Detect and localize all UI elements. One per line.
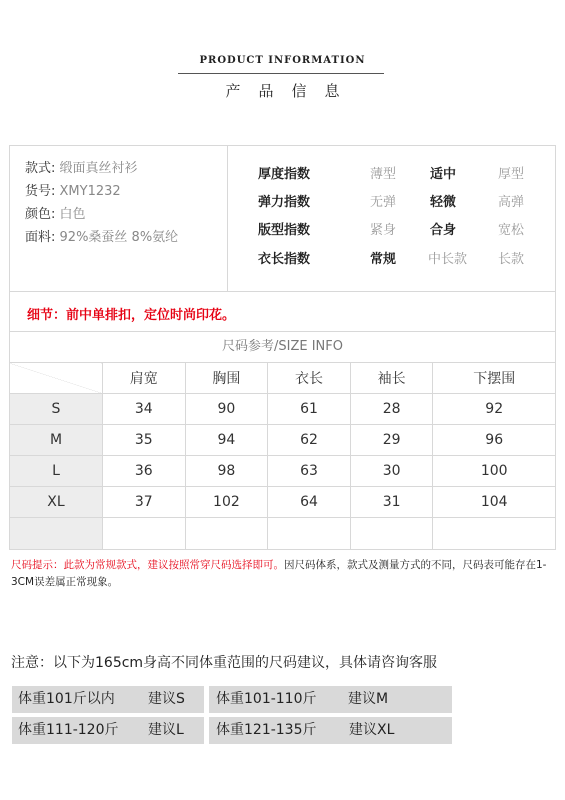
attr-value: XMY1232 bbox=[59, 184, 121, 199]
rec-advice: 建议S bbox=[148, 691, 185, 707]
rec-advice: 建议L bbox=[148, 722, 184, 738]
table-cell: 37 bbox=[103, 487, 186, 518]
index-label: 衣长指数 bbox=[258, 252, 311, 267]
product-attributes bbox=[25, 157, 178, 249]
attr-value: 白色 bbox=[59, 207, 86, 222]
rec-weight: 体重101-110斤 bbox=[216, 691, 317, 707]
index-option: 中长款 bbox=[428, 252, 468, 267]
table-cell: 61 bbox=[268, 394, 351, 425]
index-label: 弹力指数 bbox=[258, 195, 311, 210]
table-cell: 92 bbox=[433, 394, 556, 425]
table-cell: 35 bbox=[103, 425, 186, 456]
table-row bbox=[10, 456, 556, 487]
table-cell bbox=[103, 518, 186, 550]
index-option: 厚型 bbox=[498, 167, 525, 182]
table-cell: 34 bbox=[103, 394, 186, 425]
table-cell: 63 bbox=[268, 456, 351, 487]
table-cell bbox=[268, 518, 351, 550]
rec-advice: 建议M bbox=[348, 691, 389, 707]
info-divider bbox=[227, 146, 228, 291]
table-row bbox=[10, 394, 556, 425]
row-size-label: M bbox=[10, 425, 103, 456]
index-option-selected: 轻微 bbox=[430, 195, 457, 210]
table-cell: 94 bbox=[185, 425, 268, 456]
attr-key: 款式: bbox=[25, 161, 56, 176]
row-size-label: XL bbox=[10, 487, 103, 518]
row-size-label bbox=[10, 518, 103, 550]
col-header: 胸围 bbox=[185, 363, 268, 394]
detail-text: 细节：前中单排扣，定位时尚印花。 bbox=[27, 308, 236, 323]
index-label: 厚度指数 bbox=[258, 167, 311, 182]
index-option: 薄型 bbox=[370, 167, 397, 182]
index-label: 版型指数 bbox=[258, 223, 311, 238]
attr-sku bbox=[25, 180, 178, 203]
index-option: 长款 bbox=[498, 252, 525, 267]
index-option: 宽松 bbox=[498, 223, 525, 238]
table-cell: 28 bbox=[350, 394, 433, 425]
index-option: 无弹 bbox=[370, 195, 397, 210]
col-header: 袖长 bbox=[350, 363, 433, 394]
index-option-selected: 合身 bbox=[430, 223, 457, 238]
index-option: 紧身 bbox=[370, 223, 397, 238]
attr-key: 面料: bbox=[25, 230, 56, 245]
attr-fabric bbox=[25, 226, 178, 249]
table-cell: 29 bbox=[350, 425, 433, 456]
col-header: 衣长 bbox=[268, 363, 351, 394]
col-header: 下摆围 bbox=[433, 363, 556, 394]
header-title-en: PRODUCT INFORMATION bbox=[199, 55, 366, 66]
table-cell: 30 bbox=[350, 456, 433, 487]
attr-value: 92%桑蚕丝 8%氨纶 bbox=[59, 230, 179, 245]
table-row bbox=[10, 425, 556, 456]
size-tip-text: 因尺码体系，款式及测量方式的不同，尺码表可能存在1-3CM误差属正常现象。 bbox=[11, 559, 547, 588]
table-cell bbox=[350, 518, 433, 550]
size-table-title: 尺码参考/SIZE INFO bbox=[9, 332, 556, 363]
attr-color bbox=[25, 203, 178, 226]
rec-weight: 体重111-120斤 bbox=[18, 722, 119, 738]
table-cell: 62 bbox=[268, 425, 351, 456]
rec-weight: 体重121-135斤 bbox=[216, 722, 317, 738]
table-cell: 96 bbox=[433, 425, 556, 456]
detail-box bbox=[9, 291, 556, 332]
row-size-label: L bbox=[10, 456, 103, 487]
table-cell: 102 bbox=[185, 487, 268, 518]
table-cell: 90 bbox=[185, 394, 268, 425]
table-cell: 98 bbox=[185, 456, 268, 487]
recommendation-item bbox=[209, 717, 452, 744]
col-header: 肩宽 bbox=[103, 363, 186, 394]
size-table-header bbox=[10, 363, 556, 394]
recommendation-item bbox=[12, 686, 204, 713]
table-cell: 104 bbox=[433, 487, 556, 518]
header-divider bbox=[178, 73, 384, 74]
recommendation-item bbox=[209, 686, 452, 713]
table-cell: 64 bbox=[268, 487, 351, 518]
recommendation-item bbox=[12, 717, 204, 744]
attr-key: 颜色: bbox=[25, 207, 56, 222]
table-row-empty bbox=[10, 518, 556, 550]
header-title-cn: 产品信息 bbox=[225, 82, 358, 100]
table-cell bbox=[433, 518, 556, 550]
table-cell bbox=[185, 518, 268, 550]
size-tip bbox=[11, 557, 556, 591]
attr-style bbox=[25, 157, 178, 180]
table-corner bbox=[10, 363, 103, 394]
rec-weight: 体重101斤以内 bbox=[18, 691, 115, 707]
row-size-label: S bbox=[10, 394, 103, 425]
index-option: 高弹 bbox=[498, 195, 525, 210]
size-table bbox=[9, 362, 556, 550]
rec-advice: 建议XL bbox=[349, 722, 395, 738]
size-note: 注意：以下为165cm身高不同体重范围的尺码建议，具体请咨询客服 bbox=[11, 655, 438, 671]
index-option-selected: 常规 bbox=[370, 252, 397, 267]
index-option-selected: 适中 bbox=[430, 167, 457, 182]
size-tip-red: 尺码提示：此款为常规款式，建议按照常穿尺码选择即可。 bbox=[11, 559, 284, 571]
attr-value: 缎面真丝衬衫 bbox=[59, 161, 138, 176]
table-cell: 36 bbox=[103, 456, 186, 487]
table-row bbox=[10, 487, 556, 518]
attr-key: 货号: bbox=[25, 184, 56, 199]
table-cell: 31 bbox=[350, 487, 433, 518]
table-cell: 100 bbox=[433, 456, 556, 487]
